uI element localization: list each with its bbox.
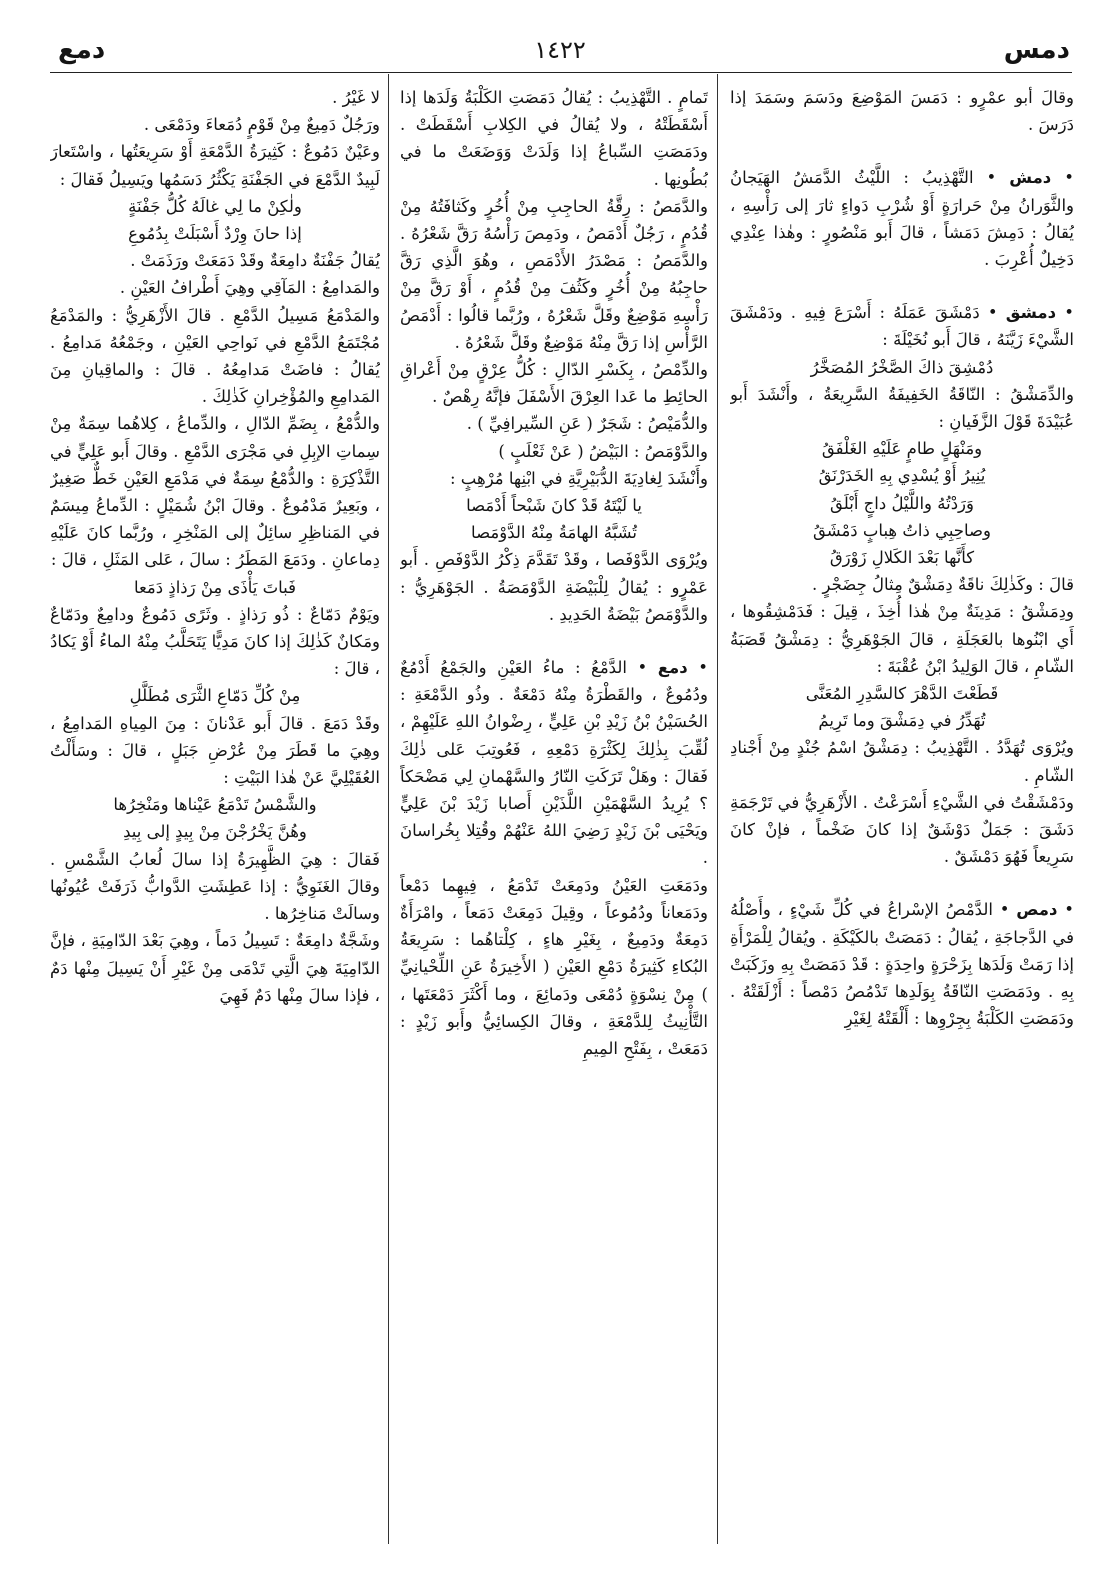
verse-line: إذا حانَ وِرْدٌ أَسْبَلَتْ بِدُمُوعِ	[128, 224, 302, 244]
entry-paragraph: والدُّمَيْصُ : شَجَرٌ ( عَنِ السِّيرافِيِّ ) .	[466, 414, 708, 434]
verse-line: تُشَبَّهُ الهامَةُ مِنْهُ الدَّوْمَصا	[471, 523, 637, 543]
entry-paragraph: وقالَ أبو عمْرٍو : دَمَسَ المَوْضِعَ ودَسَمَ وسَمَدَ إذا دَرَسَ .	[730, 88, 1074, 135]
entry-paragraph: وشَجَّةٌ دامِعَةٌ : تَسِيلُ دَماً ، وهِيَ بَعْدَ الدّامِيَةِ ، فإنَّ الدّامِيَةَ هِيَ الَّتِي تَدْمَى مِنْ غَيْرِ أَنْ يَسِيلَ مِنْها دَمٌ ، فإذا سالَ مِنْها دَمٌ فَهِيَ	[50, 931, 380, 1005]
entry-text: دَمْشَقَ عَمَلَهُ : أَسْرَعَ فِيهِ . ودَمْشَقَ الشَّيْءَ زَيَّنَهُ ، قالَ أَبو نُخَيْلَةَ :	[730, 303, 1074, 350]
entry-spacer	[730, 138, 1074, 164]
verse-line: قَطَعْتَ الدَّهْرَ كالسَّدِرِ المُعَنَّى	[805, 684, 999, 704]
column-right	[730, 84, 1074, 1539]
entry-bullet-icon: •	[1051, 168, 1074, 188]
entry-paragraph: لا غَيْرُ .	[332, 88, 380, 107]
entry-text: التَّهْذِيبُ : اللَّيْثُ الدَّمَشُ الهَيَجانُ والثَّوَرانُ مِنْ حَرارَةٍ أَوْ شُرْبِ دَواءٍ ثارَ إلى رَأْسِهِ ، يُقالُ : دَمِشَ دَمَشاً ، قالَ أَبو مَنْصُورٍ : وهٰذا عِنْدِي دَخِيلٌ أُعْرِبَ .	[730, 168, 1074, 270]
entry-spacer	[730, 870, 1074, 896]
verse-line: كأَنَّها بَعْدَ الكَلالِ زَوْرَقُ	[829, 548, 975, 568]
entry-paragraph: والمَدامِعُ : المَآقِي وهِيَ أَطْرافُ العَيْنِ .	[119, 278, 380, 298]
entry-headword: دمص	[1016, 900, 1058, 920]
verse-line: ولٰكِنْ ما لِي غالَهُ كُلُّ جَفْنَةٍ	[128, 196, 302, 216]
entry-paragraph: وعَيْنٌ دَمُوعٌ : كَثِيرَةُ الدَّمْعَةِ أَوْ سَرِيعَتُها ، واسْتَعارَ لَبِيدٌ الدَّمْعَ في الجَفْنَةِ يَكْثُرُ دَسَمُها ويَسِيلُ فَقالَ :	[50, 142, 380, 189]
entry-headword: دمش	[1009, 168, 1052, 188]
entry-paragraph: ودَمْشَقْتُ في الشَّيْءِ أَسْرَعْتُ . الأَزْهَرِيُّ في تَرْجَمَةِ دَشَقَ : جَمَلٌ دَوْشَقٌ إذا كانَ ضَخْماً ، فإنْ كانَ سَرِيعاً فَهُوَ دَمْشَقٌ .	[730, 792, 1074, 867]
verse-line: وصاحِبِي ذاتُ هِبابٍ دَمْشَقُ	[812, 520, 992, 540]
verse-line: والشَّمْسُ تَدْمَعُ عَيْناها ومَنْخِرُها	[113, 795, 317, 815]
verse-line: فَباتَ يَأْذَى مِنْ رَذاذٍ دَمَعا	[133, 577, 297, 597]
entry-paragraph: والدَّمَصُ : رِقَّةُ الحاجِبِ مِنْ أُخُرٍ وكَثافَتُهُ مِنْ قُدُمٍ ، رَجُلٌ أَدْمَصُ ، ودَمِصَ رَأْسُهُ رَقَّ شَعْرُهُ . والدَّمَصُ : مَصْدَرُ الأَدْمَصِ ، وهُوَ الَّذِي رَقَّ حاجِبُهُ مِنْ أُخُرٍ وكَثُفَ مِنْ قُدُمٍ ، أَوْ رَقَّ مِنْ رَأْسِهِ مَوْضِعٌ وقَلَّ شَعْرُهُ ، ورُبَّما قالُوا : أَدْمَصُ الرَّأْسِ إذا رَقَّ مِنْهُ مَوْضِعٌ وقَلَّ شَعْرُهُ .	[400, 196, 708, 352]
verse-line: وهُنَّ يَخْرُجْنَ مِنْ بِيدٍ إلى بِيدِ	[123, 822, 307, 842]
entry-paragraph: والدَّوْمَصُ : البَيْضُ ( عَنْ ثَعْلَبٍ )	[498, 441, 708, 461]
header-left-word: دمع	[58, 35, 106, 65]
verse-line: يُنِيرُ أَوْ يُسْدِي بِهِ الخَدَرْنَقُ	[818, 466, 986, 486]
column-middle	[400, 84, 708, 1539]
entry-headword: دمشق	[1005, 303, 1057, 323]
entry-separator: •	[626, 658, 658, 678]
entry-paragraph: فَقالَ : هِيَ الظَّهِيرَةُ إذا سالَ لُعابُ الشَّمْسِ . وقالَ الغَنَوِيُّ : إذا عَطِشَتِ الدَّوابُّ ذَرَفَتْ عُيُونُها وسالَتْ مَناخِرُها .	[50, 849, 380, 924]
entry-separator: •	[992, 900, 1017, 920]
verse-line: دُمْشِقَ ذاكَ الصَّخْرُ المُصَخَّرُ	[810, 357, 994, 377]
header-right-word: دمس	[1003, 35, 1070, 65]
entry-paragraph: وقَدْ دَمَعَ . قالَ أَبو عَدْنانَ : مِنَ المِياهِ المَدامِعُ ، وهِيَ ما قَطَرَ مِنْ عُرْضِ جَبَلٍ ، قالَ : وسَأَلْتُ العُقَيْلِيَّ عَنْ هٰذا البَيْتِ :	[50, 713, 380, 788]
entry-bullet-icon: •	[1056, 303, 1074, 323]
entry-paragraph: ورَجُلٌ دَمِيعٌ مِنْ قَوْمٍ دُمَعاءَ ودَمْعَى .	[143, 115, 380, 135]
entry-paragraph: ودِمَشْقُ : مَدِينَةٌ مِنْ هٰذا أُخِذَ ، قِيلَ : فَدَمْشِقُوها ، أَي ابْنُوها بالعَجَلَةِ ، قالَ الجَوْهَرِيُّ : دِمَشْقُ قَصَبَةُ الشّامِ ، قالَ الوَلِيدُ ابْنُ عُقْبَةَ :	[730, 602, 1074, 676]
entry-spacer	[400, 628, 708, 654]
verse-line: يا لَيْتَهُ قَدْ كانَ شَبْحاً أَدْمَصا	[466, 496, 642, 516]
column-divider-right	[717, 74, 718, 1544]
column-divider-left	[388, 74, 389, 1544]
page-number: ١٤٢٢	[534, 36, 586, 64]
verse-line: مِنْ كُلِّ دَمّاعِ الثَّرَى مُطَلَّلِ	[129, 686, 301, 706]
entry-paragraph: والدُّمْعُ ، بِضَمِّ الدّالِ ، والدِّماعُ ، كِلاهُما سِمَةٌ مِنْ سِماتِ الإبِلِ في مَجْرَى الدَّمْعِ . وقالَ أَبو عَلِيٍّ في التَّذْكِرَةِ : والدُّمْعُ سِمَةٌ في مَدْمَعِ العَيْنِ خَطٌّ صَغِيرٌ ، وبَعِيرٌ مَدْمُوعٌ . وقالَ ابْنُ شُمَيْلٍ : الدِّماعُ مِيسَمٌ في المَناظِرِ سائِلٌ إلى المَنْخِرِ ، ورُبَّما كانَ عَلَيْهِ دِماعانِ . ودَمَعَ المَطَرُ : سالَ ، عَلى المَثَلِ ، قالَ :	[50, 414, 380, 570]
entry-paragraph: قالَ : وكَذٰلِكَ ناقَةٌ دِمَشْقٌ مِثالُ جِضَجْرٍ .	[812, 575, 1074, 595]
entry-spacer	[730, 273, 1074, 299]
dictionary-entry	[400, 654, 708, 872]
entry-bullet-icon: •	[687, 658, 708, 678]
dictionary-entry	[730, 896, 1074, 1032]
entry-headword: دمع	[657, 658, 688, 678]
dictionary-entry	[730, 164, 1074, 273]
verse-line: ومَنْهَلٍ طامٍ عَلَيْهِ الغَلْفَقُ	[821, 439, 983, 459]
entry-separator: •	[973, 168, 1010, 188]
entry-paragraph: تَمامٍ . التَّهْذِيبُ : يُقالُ دَمَصَتِ الكَلْبَةُ وَلَدَها إذا أَسْقَطَتْهُ ، ولا يُقالُ في الكِلابِ أَسْقَطَتْ . ودَمَصَتِ السِّباعُ إذا وَلَدَتْ وَوَضَعَتْ ما في بُطُونِها .	[400, 88, 708, 189]
verse-line: وَرَدْتُهُ واللَّيْلُ داجٍ أَبْلَقُ	[830, 493, 974, 513]
column-left	[50, 84, 380, 1539]
entry-paragraph: ويُرْوَى تُهَدَّدُ . التَّهْذِيبُ : دِمَشْقُ اسْمُ جُنْدٍ مِنْ أَجْنادِ الشّامِ .	[730, 738, 1074, 785]
entry-paragraph: وأَنْشَدَ لِغادِيَةَ الدُّبَيْرِيَّةِ في ابْنِها مُرْهِبٍ :	[449, 468, 708, 488]
entry-paragraph: ويُرْوَى الدَّوْفَصا ، وقَدْ تَقَدَّمَ ذِكْرُ الدَّوْفَصِ . أَبو عَمْرٍو : يُقالُ لِلْبَيْضَةِ الدَّوْمَصَةُ . الجَوْهَرِيُّ : والدَّوْمَصُ بَيْضَةُ الحَدِيدِ .	[400, 550, 708, 624]
entry-bullet-icon: •	[1057, 900, 1074, 920]
entry-paragraph: والمَدْمَعُ مَسِيلُ الدَّمْعِ . قالَ الأَزْهَرِيُّ : والمَدْمَعُ مُجْتَمَعُ الدَّمْعِ في نَواحِي العَيْنِ ، وجَمْعُهُ مَدامِعُ . يُقالُ : فاضَتْ مَدامِعُهُ . قالَ : والماقِيانِ مِنَ المَدامِعِ والمُؤْخِرانِ كَذٰلِكَ .	[50, 305, 380, 407]
header-divider	[50, 72, 1072, 73]
entry-text: الدَّمْعُ : ماءُ العَيْنِ والجَمْعُ أَدْمُعٌ ودُمُوعٌ ، والقَطْرَةُ مِنْهُ دَمْعَةٌ . وذُو الدَّمْعَةِ : الحُسَيْنُ بْنُ زَيْدِ بْنِ عَلِيٍّ ، رِضْوانُ اللهِ عَلَيْهِمْ ، لُقِّبَ بِذٰلِكَ لِكَثْرَةِ دَمْعِهِ ، فَعُوتِبَ عَلى ذٰلِكَ فَقالَ : وهَلْ تَرَكَتِ النّارُ والسَّهْمانِ لِي مَضْحَكاً ؟ يُرِيدُ السَّهْمَيْنِ اللَّذَيْنِ أَصابا زَيْدَ بْنَ عَلِيٍّ ويَحْيَى بْنَ زَيْدٍ رَضِيَ اللهُ عَنْهُمْ وقُتِلا بِخُراسانَ .	[400, 658, 708, 868]
page-header	[50, 34, 1070, 70]
dictionary-entry	[730, 299, 1074, 353]
entry-paragraph: ودَمَعَتِ العَيْنُ ودَمِعَتْ تَدْمَعُ ، فِيهِما دَمْعاً ودَمَعاناً ودُمُوعاً ، وقِيلَ دَمِعَتْ دَمَعاً ، وامْرَأَةٌ دَمِعَةٌ ودَمِيعٌ ، بِغَيْرِ هاءٍ ، كِلْتاهُما : سَرِيعَةُ البُكاءِ كَثِيرَةُ دَمْعِ العَيْنِ ( الأَخِيرَةُ عَنِ اللِّحْيانِيِّ ) مِنْ نِسْوَةٍ دُمْعَى ودَمائِعَ ، وما أَكْثَرَ دَمْعَتَها ، التَّأْنِيثُ لِلدَّمْعَةِ ، وقالَ الكِسائِيُّ وأَبو زَيْدٍ : دَمَعَتْ ، بِفَتْحِ المِيمِ	[400, 875, 708, 1058]
entry-paragraph: والدِّمْصُ ، بِكَسْرِ الدّالِ : كُلُّ عِرْقٍ مِنْ أَعْراقِ الحائِطِ ما عَدا العِرْقَ الأَسْفَلَ فإنَّهُ رِهْصٌ .	[400, 360, 708, 407]
entry-paragraph: والدِّمَشْقُ : النّاقَةُ الخَفِيفَةُ السَّرِيعَةُ ، وأَنْشَدَ أَبو عُبَيْدَةَ قَوْلَ الزَّفَيانِ :	[730, 384, 1074, 432]
entry-separator: •	[979, 303, 1006, 323]
entry-paragraph: يُقالُ جَفْنَةٌ دامِعَةٌ وقَدْ دَمَعَتْ ورَذَمَتْ .	[130, 251, 380, 271]
entry-text: الدَّمْصُ الإسْراعُ في كُلِّ شَيْءٍ ، وأَصْلُهُ في الدَّجاجَةِ ، يُقالُ : دَمَصَتْ بالكَيْكَةِ . ويُقالُ لِلْمَرْأَةِ إذا رَمَتْ وَلَدَها بِزَحْرَةٍ واحِدَةٍ : قَدْ دَمَصَتْ بِهِ وزَكَبَتْ بِهِ . ودَمَصَتِ النّاقَةُ بِوَلَدِها تَدْمُصُ دَمْصاً : أَزْلَقَتْهُ . ودَمَصَتِ الكَلْبَةُ بِجِرْوِها : أَلْقَتْهُ لِغَيْرِ	[730, 900, 1074, 1029]
entry-paragraph: ويَوْمٌ دَمّاعٌ : ذُو رَذاذٍ . وثَرًى دَمُوعٌ ودامِعٌ ودَمّاعٌ ومَكانٌ كَذٰلِكَ إذا كانَ مَدِيًّا يَتَحَلَّبُ مِنْهُ الماءُ أَوْ يَكادُ ، قالَ :	[50, 604, 380, 679]
verse-line: تُهَدِّرُ في دِمَشْقَ وما تَرِيمُ	[818, 711, 986, 731]
